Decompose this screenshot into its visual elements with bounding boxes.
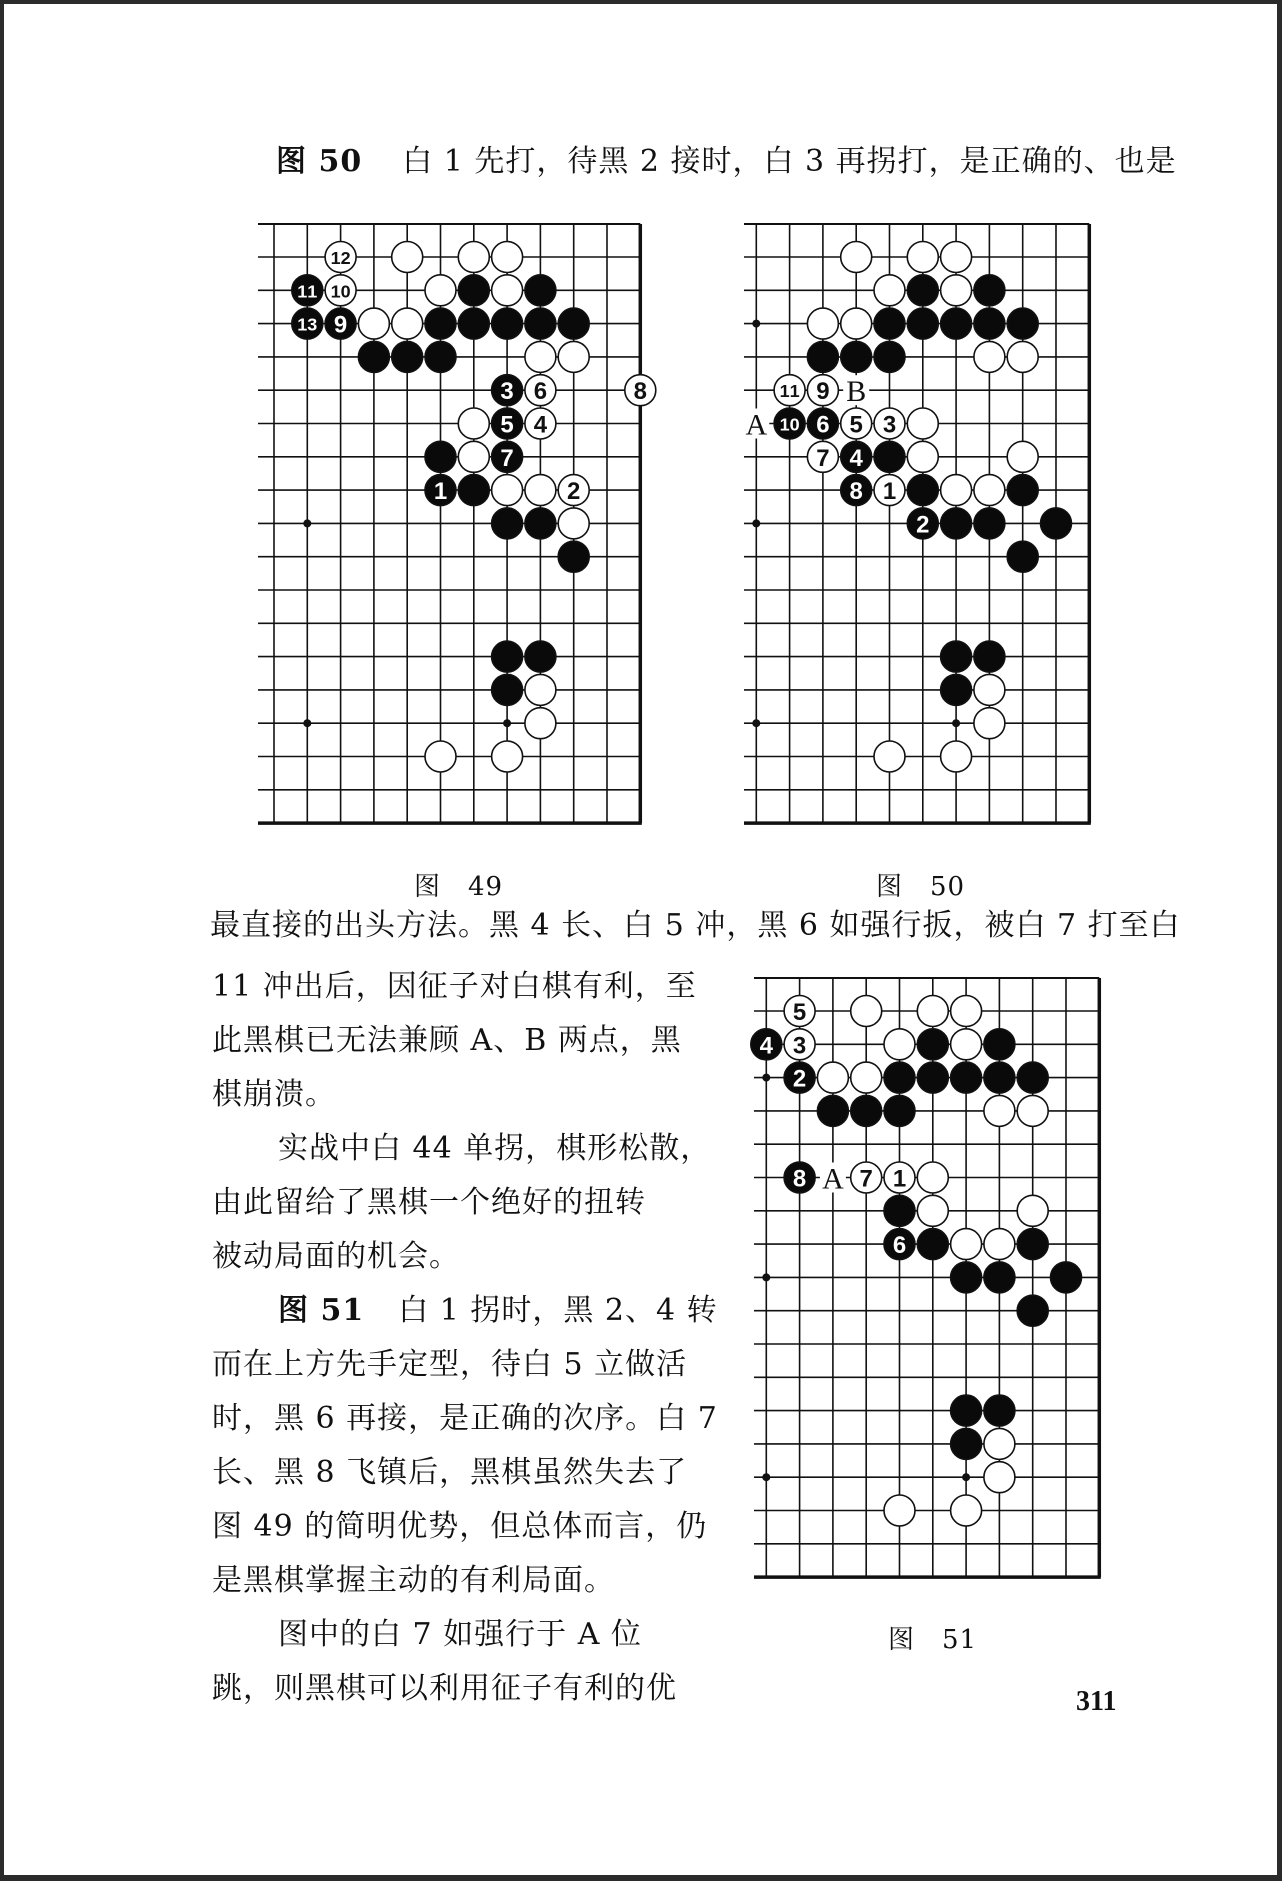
text-line-content: 长、黑 8 飞镇后，黑棋虽然失去了: [212, 1455, 688, 1490]
move-number: 2: [916, 511, 930, 539]
move-number: 1: [433, 478, 448, 506]
move-number: 10: [779, 414, 800, 435]
text-line: [212, 1176, 712, 1230]
text-line: [212, 1122, 712, 1176]
text-line: [212, 960, 712, 1014]
white-stone: [784, 1029, 815, 1060]
white-stone: [784, 995, 815, 1026]
move-number: 4: [849, 444, 863, 472]
text-line-content: 跳，则黑棋可以利用征子有利的优: [212, 1671, 677, 1706]
black-stone: [784, 1062, 815, 1093]
text-line: [212, 1662, 712, 1716]
black-stone: [984, 1062, 1015, 1093]
black-stone: [951, 1062, 982, 1093]
move-number: 1: [882, 478, 897, 506]
move-number: 12: [330, 247, 351, 268]
move-number: 2: [792, 1065, 807, 1093]
page-number: 311: [1076, 1686, 1117, 1717]
star-point: [962, 1473, 970, 1481]
white-stone: [851, 995, 882, 1026]
star-point: [762, 1074, 770, 1082]
text-line-content: 实战中白 44 单拐，棋形松散，: [278, 1131, 712, 1166]
text-line-content: 而在上方先手定型，待白 5 立做活: [212, 1347, 688, 1382]
text-line-content: 此黑棋已无法兼顾 A、B 两点，黑: [212, 1023, 682, 1058]
move-number: 3: [500, 378, 514, 406]
point-label: B: [846, 375, 867, 409]
text-line: [212, 1014, 712, 1068]
move-number: 13: [297, 314, 318, 335]
black-stone: [917, 1229, 948, 1260]
black-stone: [884, 1195, 915, 1226]
white-stone: [984, 1229, 1015, 1260]
move-number: 7: [500, 444, 514, 472]
white-stone: [951, 1029, 982, 1060]
text-line: [212, 1068, 712, 1122]
white-stone: [851, 1162, 882, 1193]
black-stone: [951, 1262, 982, 1293]
black-stone: [984, 1395, 1015, 1426]
text-line-content: 是黑棋掌握主动的有利局面。: [212, 1563, 615, 1598]
star-point: [762, 1473, 770, 1481]
figure-50-caption: 图 50: [876, 872, 966, 902]
left-text-column: [212, 960, 718, 1716]
black-stone: [884, 1062, 915, 1093]
black-stone: [984, 1262, 1015, 1293]
black-stone: [917, 1062, 948, 1093]
white-stone: [851, 1062, 882, 1093]
white-stone: [884, 1495, 915, 1526]
commentary-text: 白 1 先打，待黑 2 接时，白 3 再拐打，是正确的、也是: [402, 144, 1177, 179]
point-label: A: [745, 408, 768, 442]
black-stone: [884, 1229, 915, 1260]
body-text-full-line: 最直接的出头方法。黑 4 长、白 5 冲，黑 6 如强行扳，被白 7 打至白: [210, 908, 1181, 943]
move-number: 6: [533, 378, 548, 406]
white-stone: [884, 1029, 915, 1060]
move-number: 7: [859, 1165, 873, 1193]
white-stone: [884, 1162, 915, 1193]
figure-51-caption: 图 51: [888, 1625, 978, 1655]
white-stone: [917, 995, 948, 1026]
text-line: [212, 1392, 718, 1446]
white-stone: [951, 1495, 982, 1526]
white-stone: [917, 1162, 948, 1193]
move-number: 8: [792, 1165, 807, 1193]
black-stone: [1017, 1229, 1048, 1260]
text-line: [212, 1500, 712, 1554]
text-line: [212, 1446, 712, 1500]
point-label: A: [822, 1162, 844, 1196]
move-number: 6: [892, 1232, 907, 1260]
figure-49-caption: 图 49: [414, 872, 504, 902]
star-point: [762, 1273, 770, 1281]
white-stone: [1017, 1195, 1048, 1226]
white-stone: [1017, 1095, 1048, 1126]
text-line: [212, 1554, 712, 1608]
black-stone: [951, 1428, 982, 1459]
move-number: 8: [849, 478, 863, 506]
move-number: 10: [330, 281, 351, 302]
text-line-content: 时，黑 6 再接，是正确的次序。白 7: [212, 1401, 718, 1436]
move-number: 7: [816, 444, 830, 472]
black-stone: [1050, 1262, 1081, 1293]
black-stone: [851, 1095, 882, 1126]
move-number: 5: [849, 411, 863, 439]
white-stone: [951, 995, 982, 1026]
text-line: [212, 1608, 712, 1662]
book-page: [4, 4, 1277, 1875]
white-stone: [817, 1062, 848, 1093]
black-stone: [784, 1162, 815, 1193]
white-stone: [984, 1428, 1015, 1459]
move-number: 4: [533, 411, 548, 439]
text-line-content: 被动局面的机会。: [212, 1239, 460, 1274]
text-line: [212, 1284, 718, 1338]
move-number: 1: [892, 1165, 907, 1193]
move-number: 3: [882, 411, 897, 439]
move-number: 5: [500, 411, 514, 439]
black-stone: [817, 1095, 848, 1126]
black-stone: [1017, 1062, 1048, 1093]
black-stone: [917, 1029, 948, 1060]
figure-reference: 图 51: [278, 1293, 365, 1328]
text-line-content: 白 1 拐时，黑 2、4 转: [398, 1293, 718, 1328]
move-number: 2: [567, 478, 581, 506]
black-stone: [951, 1395, 982, 1426]
text-line-content: 由此留给了黑棋一个绝好的扭转: [212, 1185, 646, 1220]
move-number: 11: [779, 381, 800, 402]
move-number: 4: [759, 1032, 773, 1060]
text-line: [212, 1230, 712, 1284]
text-line-content: 图中的白 7 如强行于 A 位: [278, 1617, 642, 1652]
figure-reference: 图 50: [276, 144, 363, 179]
move-number: 8: [633, 378, 647, 406]
text-line-content: 图 49 的简明优势，但总体而言，仍: [212, 1509, 708, 1544]
white-stone: [951, 1229, 982, 1260]
black-stone: [884, 1095, 915, 1126]
black-stone: [1017, 1295, 1048, 1326]
black-stone: [751, 1029, 782, 1060]
move-number: 9: [816, 378, 830, 406]
move-number: 11: [297, 281, 318, 302]
text-line-content: 11 冲出后，因征子对白棋有利，至: [212, 969, 697, 1004]
white-stone: [917, 1195, 948, 1226]
move-number: 6: [816, 411, 830, 439]
white-stone: [984, 1095, 1015, 1126]
text-line-content: 棋崩溃。: [212, 1077, 336, 1112]
move-number: 9: [333, 311, 348, 339]
white-stone: [984, 1462, 1015, 1493]
move-number: 3: [792, 1032, 807, 1060]
move-number: 5: [792, 998, 807, 1026]
text-line: [212, 1338, 712, 1392]
black-stone: [984, 1029, 1015, 1060]
